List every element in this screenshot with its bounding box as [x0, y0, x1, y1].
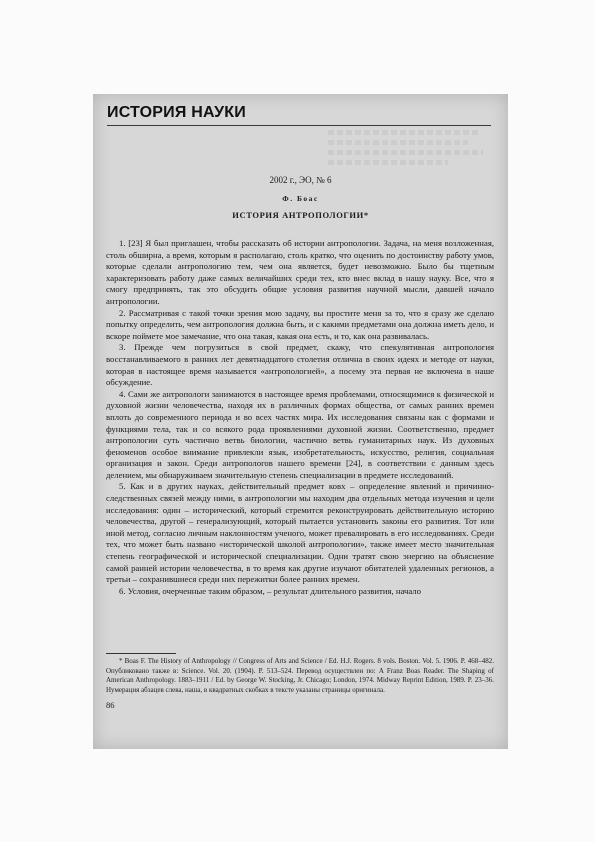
article-title: ИСТОРИЯ АНТРОПОЛОГИИ* [232, 210, 369, 220]
author-name: Ф. Боас [282, 194, 319, 203]
bleed-through-line [328, 150, 483, 155]
section-heading: ИСТОРИЯ НАУКИ [107, 104, 246, 121]
paragraph: 4. Сами же антропологи занимаются в настоящее время проблемами, относящимися к физической и духовной жизни человечества, находя их в различных формах общества, от самых ранних времен вплоть до современного периода и во всех частях мира. Их исследования связаны как с формами и функциями тела, так и со всякого рода проявлениями духовной жизни. Соответственно, предмет антропологии суть частично ветвь биологии, частично ветвь гуманитарных наук. Из духовных феноменов особое внимание привлекли язык, изобретательность, искусство, религия, социальная организация и закон. Среди антропологов нашего времени [24], в соответствии с данным здесь делением, мы обнаруживаем значительную степень специализации в предмете исследований. [106, 388, 494, 480]
scanned-page [93, 94, 508, 749]
paragraph: 3. Прежде чем погрузиться в свой предмет, скажу, что спекулятивная антропология восстанавливаемого в ранних лет девятнадцатого столетия отлична в своих идеях и методе от науки, которая в настоящее время называется «антропологией», а посему эта первая не включена в наше обсуждение. [106, 342, 494, 388]
footnote-rule [106, 653, 176, 654]
article-body [106, 238, 494, 597]
footnote: * Boas F. The History of Anthropology // Congress of Arts and Science / Ed. H.J. Rogers. 8 vols. Boston. Vol. 5. 1906. P. 468–482. Опубликовано также в: Science. Vol. 20. (1904). P. 513–524. Перевод осуществлен по: A Franz Boas Reader. The Shaping of American Anthropology. 1883–1911 / Ed. by George W. Stocking, Jr. Chicago; London, 1974. Midway Reprint Edition, 1989. P. 23–36. Нумерация абзацев слева, наша, в квадратных скобках в тексте указаны страницы оригинала. [106, 657, 494, 694]
paragraph: 6. Условия, очерченные таким образом, – результат длительного развития, начало [119, 585, 421, 596]
bleed-through-line [328, 140, 468, 145]
heading-rule [107, 125, 491, 126]
paragraph: 2. Рассматривая с такой точки зрения мою задачу, вы простите меня за то, что я сразу же сделаю попытку определить, чем антропология должна быть, и с какими предметами она должна иметь дело, и вскоре поймете мое замечание, что она такая, какая она есть, и то, как она развивалась. [106, 307, 494, 341]
journal-reference: 2002 г., ЭО, № 6 [269, 175, 332, 185]
paragraph: 1. [23] Я был приглашен, чтобы рассказать об истории антропологии. Задача, на меня возложенная, столь обширна, а время, которым я располагаю, столь кратко, что оценить по достоинству работу умов, которые сделали антропологию тем, чем она является, будет невозможно. Было бы тщетным характеризовать работу даже самых величайших среди тех, кто внес вклад в нашу науку. Все, что я смогу предпринять, так это обсудить общие условия развития научной мысли, давшей начало антропологии. [106, 238, 494, 306]
bleed-through-line [328, 160, 448, 165]
bleed-through-line [328, 130, 478, 135]
page-number: 86 [106, 700, 115, 710]
paragraph: 5. Как и в других науках, действительный предмет ковх – определение явлений и причинно-следственных связей между ними, в антропологии мы находим два отдельных метода изучения и цели исследования: один – исторический, который стремится реконструировать действительную историю человечества, другой – генерализующий, который пытается установить законы его развития. Тот или иной метод, согласно личным наклонностям ученого, может превалировать в его исследованиях. Среди тех, что может быть названо «исторической школой антропологии», также имеет место значительная степень географической и исторической специализации. Одни тратят свою энергию на объяснение самой ранней истории человечества, в то время как другие изучают обитателей удаленных регионов, а третьи – сохранившиеся среди них пережитки более ранних времен. [106, 481, 494, 585]
